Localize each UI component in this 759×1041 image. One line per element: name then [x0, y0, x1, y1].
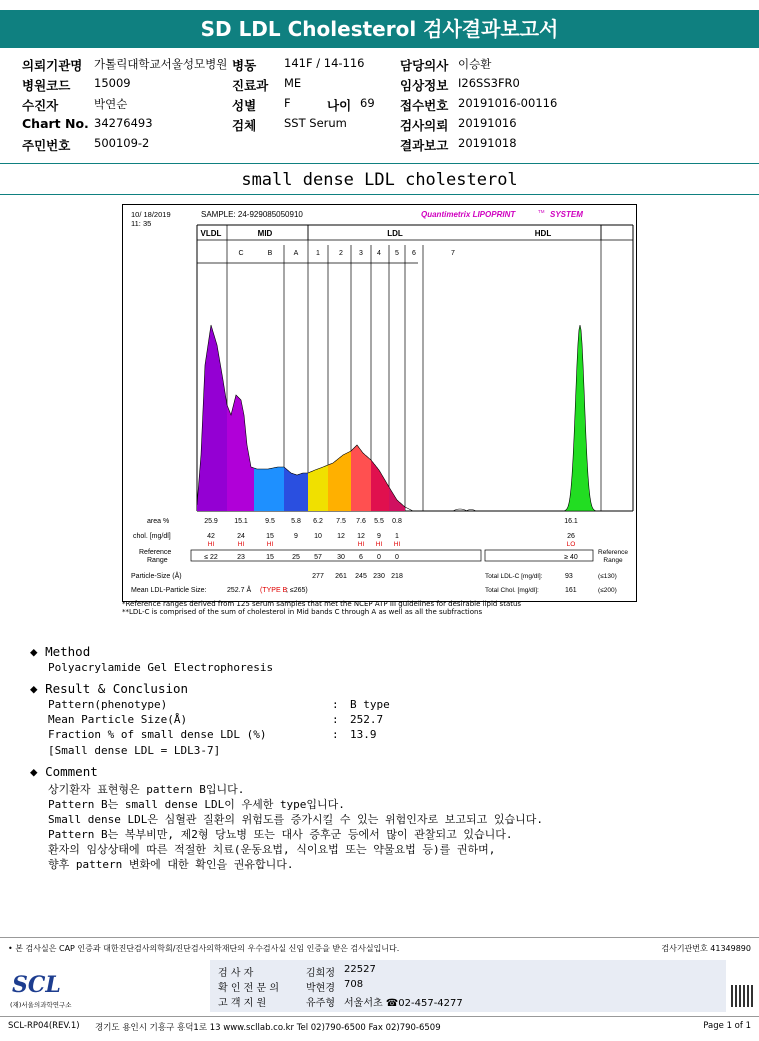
address: 경기도 용인시 기흥구 흥덕1로 13 www.scllab.co.kr Tel 02)790-6500 Fax 02)790-6509 [95, 1023, 441, 1033]
particle-size: 230 [373, 573, 385, 580]
header-row [22, 116, 742, 134]
chart-time: 11: 35 [131, 219, 152, 228]
chol-value: 10 [314, 533, 322, 540]
result-label: Fraction % of small dense LDL (%) [48, 728, 267, 741]
area-value: 6.2 [313, 518, 323, 525]
qr-code-icon [731, 985, 753, 1007]
total-chol-value: 161 [565, 587, 577, 594]
comment-heading: Comment [45, 764, 98, 779]
chart-notes [122, 600, 521, 616]
header-row [22, 136, 742, 154]
header-field-value: I26SS3FR0 [458, 76, 520, 90]
header-field-value: ME [284, 76, 302, 90]
chol-value: 26 [567, 533, 575, 540]
band-label: 4 [377, 250, 381, 257]
particle-size: 245 [355, 573, 367, 580]
note-line: *Reference ranges derived from 125 serum samples that met the NCEP ATP III guidelines for desirable lipid status [122, 600, 522, 608]
chol-value: 9 [294, 533, 298, 540]
signer-name: 김희정 [306, 968, 335, 979]
report-title: small dense LDL cholesterol [241, 170, 518, 190]
area-value: 7.6 [356, 518, 366, 525]
header-field-value: 69 [360, 96, 375, 110]
header-field-value: 이승환 [458, 57, 492, 71]
band-label: 7 [451, 250, 455, 257]
header-field-value: SST Serum [284, 116, 347, 130]
header-field-value: 141F / 14-116 [284, 56, 365, 70]
signer-name: 박현경 [306, 983, 335, 994]
group-label: HDL [534, 229, 552, 238]
chol-value: 12 [357, 533, 365, 540]
diamond-icon: ◆ [30, 644, 38, 659]
signer-role: 검 사 자 [218, 968, 254, 979]
result-value: 13.9 [350, 728, 377, 741]
chol-flag: HI [357, 541, 365, 548]
result-footnote: [Small dense LDL = LDL3-7] [48, 744, 221, 757]
header-field-label: 병원코드 [22, 78, 71, 93]
header-field-value: 20191016-00116 [458, 96, 558, 110]
chol-value: 12 [337, 533, 345, 540]
result-section [30, 681, 188, 696]
chol-flag: HI [237, 541, 245, 548]
method-text: Polyacrylamide Gel Electrophoresis [48, 661, 274, 674]
comment-line: Pattern B는 복부비만, 제2형 당뇨병 또는 대사 증후군 등에서 많이 관찰되고 있습니다. [48, 828, 513, 841]
reference-value: 57 [314, 554, 322, 561]
reference-value: 30 [337, 554, 345, 561]
lipoprint-chart [122, 204, 637, 602]
page-number: Page 1 of 1 [703, 1021, 751, 1031]
lipoprint-svg [123, 205, 638, 603]
brand-name: Quantimetrix LIPOPRINT [421, 210, 516, 219]
row-label: Mean LDL-Particle Size: [131, 587, 207, 594]
header-field-label: 나이 [327, 98, 352, 113]
band-label: C [238, 250, 244, 257]
reference-value: 0 [377, 554, 381, 561]
header-field-label: Chart No. [22, 116, 89, 131]
reference-value: 23 [237, 554, 245, 561]
chol-value: 42 [207, 533, 215, 540]
reference-value: 6 [359, 554, 363, 561]
header-field-value: 가톨릭대학교서울성모병원 [94, 57, 228, 71]
ref-label-right: Range [603, 557, 623, 564]
comment-line: 환자의 임상상태에 따른 적절한 치료(운동요법, 식이요법 또는 약물요법 등)를 권하며, [48, 843, 496, 856]
chol-value: 24 [237, 533, 245, 540]
band-label: 6 [412, 250, 416, 257]
header-field-label: 병동 [232, 58, 257, 73]
area-value: 9.5 [265, 518, 275, 525]
hdl-peak-area [563, 325, 598, 511]
header-field-label: 검사의뢰 [400, 118, 449, 133]
report-title-bar: SD LDL Cholesterol 검사결과보고서 [0, 10, 759, 48]
row-label: Particle-Size (Å) [131, 573, 182, 580]
header-row [22, 56, 742, 74]
chol-flag: HI [266, 541, 274, 548]
scl-logo: SCL [12, 972, 61, 998]
band-label: A [293, 250, 299, 257]
result-colon: : [332, 698, 339, 711]
area-value: 0.8 [392, 518, 402, 525]
chart-date: 10/ 18/2019 [131, 210, 171, 219]
total-ldl-value: 93 [565, 573, 573, 580]
result-heading: Result & Conclusion [45, 681, 189, 696]
comment-line: 상기환자 표현형은 pattern B입니다. [48, 783, 245, 796]
area-value: 15.1 [234, 518, 248, 525]
divider [0, 937, 759, 938]
row-label: Range [147, 557, 168, 564]
area-value: 5.8 [291, 518, 301, 525]
header-field-value: 박연순 [94, 97, 128, 111]
total-ldl-ref: (≤130) [598, 573, 617, 580]
chol-value: 9 [377, 533, 381, 540]
logo-subtitle: (재)서울의과학연구소 [10, 1001, 72, 1009]
band-label: 1 [316, 250, 320, 257]
signer-no: 22527 [344, 964, 376, 975]
certification-note: • 본 검사실은 CAP 인증과 대한진단검사의학회/진단검사의학재단의 우수검사실 신임 인증을 받은 검사실입니다. [8, 944, 400, 953]
density-band-area [371, 460, 389, 511]
form-id: SCL-RP04(REV.1) [8, 1021, 80, 1031]
comment-line: Pattern B는 small dense LDL이 우세한 type입니다. [48, 798, 345, 811]
header-field-label: 성별 [232, 98, 257, 113]
result-label: Pattern(phenotype) [48, 698, 168, 711]
density-band-area [197, 325, 227, 511]
particle-size: 218 [391, 573, 403, 580]
header-field-label: 주민번호 [22, 138, 71, 153]
particle-size: 277 [312, 573, 324, 580]
total-chol-label: Total Chol. [mg/dl]: [485, 587, 539, 594]
chol-value: 1 [395, 533, 399, 540]
comment-line: Small dense LDL은 심혈관 질환의 위험도를 증가시킬 수 있는 위험인자로 보고되고 있습니다. [48, 813, 543, 826]
mean-size-value: 252.7 Å [227, 587, 252, 594]
row-label: area % [147, 518, 170, 525]
header-field-label: 의뢰기관명 [22, 58, 83, 73]
brand-tm: TM [538, 209, 545, 214]
page-footer [0, 1016, 759, 1041]
chol-value: 15 [266, 533, 274, 540]
area-value: 16.1 [564, 518, 578, 525]
particle-size: 261 [335, 573, 347, 580]
header-row [22, 76, 742, 94]
band-label: 5 [395, 250, 399, 257]
reference-range-box [191, 550, 481, 561]
result-value: 252.7 [350, 713, 384, 726]
divider [0, 194, 759, 195]
sample-id: SAMPLE: 24-929085050910 [201, 210, 303, 219]
area-value: 5.5 [374, 518, 384, 525]
total-ldl-label: Total LDL-C [mg/dl]: [485, 573, 543, 580]
signature-box [210, 960, 726, 1012]
ref-label-right: Reference [598, 549, 628, 556]
method-section [30, 644, 90, 659]
diamond-icon: ◆ [30, 764, 38, 779]
area-value: 7.5 [336, 518, 346, 525]
group-label: VLDL [200, 229, 222, 238]
reference-value: 15 [266, 554, 274, 561]
header-field-value: 20191016 [458, 116, 517, 130]
signer-role: 확 인 전 문 의 [218, 983, 280, 994]
header-field-value: 20191018 [458, 136, 517, 150]
chol-flag: HI [393, 541, 401, 548]
density-band-area [351, 445, 371, 511]
signer-role: 고 객 지 원 [218, 998, 267, 1009]
header-field-value: 500109-2 [94, 136, 150, 150]
chol-flag: LO [566, 541, 576, 548]
group-label: MID [257, 229, 273, 238]
header-field-label: 검체 [232, 118, 257, 133]
row-label: chol. [mg/dl] [133, 533, 171, 540]
density-band-area [254, 467, 284, 511]
result-colon: : [332, 713, 339, 726]
result-colon: : [332, 728, 339, 741]
density-band-area [284, 467, 308, 511]
mean-ref: ; ≤265) [286, 587, 308, 594]
result-label: Mean Particle Size(Å) [48, 713, 188, 726]
row-label: Reference [139, 549, 172, 556]
header-field-label: 진료과 [232, 78, 269, 93]
header-field-value: F [284, 96, 291, 110]
header-field-label: 임상정보 [400, 78, 449, 93]
area-value: 25.9 [204, 518, 218, 525]
chol-flag: HI [375, 541, 383, 548]
comment-line: 향후 pattern 변화에 대한 확인을 권유합니다. [48, 858, 294, 871]
header-field-value: 15009 [94, 76, 131, 90]
band-label: 2 [339, 250, 343, 257]
header-field-label: 접수번호 [400, 98, 449, 113]
divider [0, 163, 759, 164]
reference-value: ≤ 22 [204, 554, 218, 561]
result-value: B type [350, 698, 390, 711]
header-field-label: 담당의사 [400, 58, 449, 73]
header-row [22, 96, 742, 114]
comment-section [30, 764, 98, 779]
reference-value: 25 [292, 554, 300, 561]
header-field-label: 수진자 [22, 98, 59, 113]
band-label: B [267, 250, 273, 257]
brand-suffix: SYSTEM [550, 210, 583, 219]
reference-value: 0 [395, 554, 399, 561]
chol-flag: HI [207, 541, 215, 548]
band-label: 3 [359, 250, 363, 257]
header-field-value: 34276493 [94, 116, 153, 130]
signer-no: 708 [344, 979, 364, 990]
mean-type: (TYPE B [260, 587, 288, 594]
density-band-area [227, 395, 254, 511]
density-band-area [328, 451, 351, 511]
signer-name: 유주형 [306, 998, 335, 1009]
method-heading: Method [45, 644, 91, 659]
group-label: LDL [387, 229, 403, 238]
institution-number: 검사기관번호 41349890 [661, 944, 751, 953]
signer-no: 서울서초 ☎02-457-4277 [344, 998, 463, 1009]
diamond-icon: ◆ [30, 681, 38, 696]
header-field-label: 결과보고 [400, 138, 449, 153]
reference-value: ≥ 40 [564, 554, 578, 561]
total-chol-ref: (≤200) [598, 587, 617, 594]
note-line: **LDL-C is comprised of the sum of cholesterol in Mid bands C through A as well as all the subfractions [122, 608, 483, 616]
